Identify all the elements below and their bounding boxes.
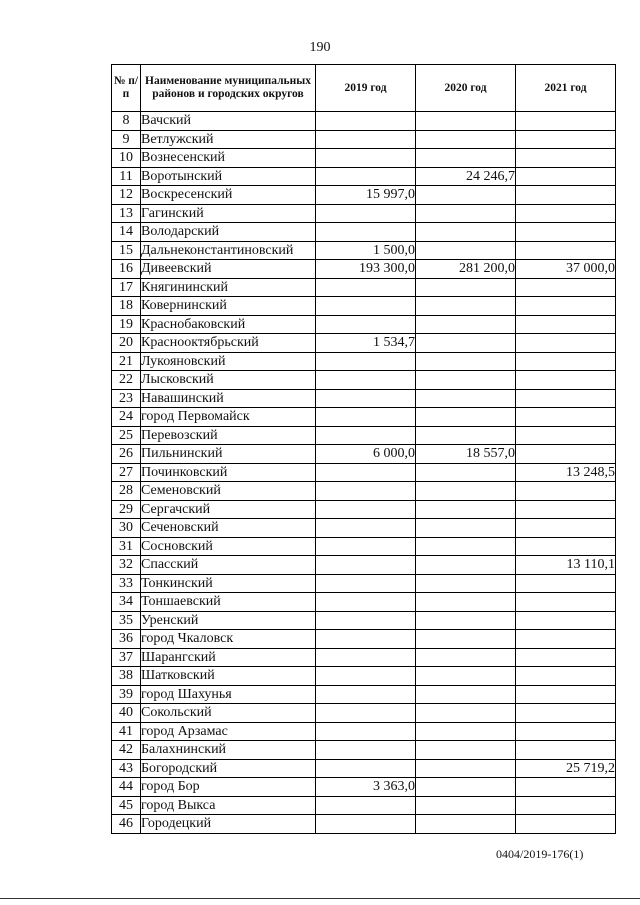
row-2019 bbox=[316, 815, 416, 834]
row-number: 39 bbox=[112, 685, 141, 704]
row-2020 bbox=[416, 297, 516, 316]
header-2021: 2021 год bbox=[516, 65, 616, 112]
row-name: Вачский bbox=[141, 112, 316, 131]
row-2019 bbox=[316, 463, 416, 482]
row-2021 bbox=[516, 204, 616, 223]
row-2021 bbox=[516, 648, 616, 667]
row-number: 46 bbox=[112, 815, 141, 834]
row-2019 bbox=[316, 741, 416, 760]
table-row bbox=[112, 241, 616, 260]
table-row bbox=[112, 426, 616, 445]
page-number: 190 bbox=[309, 40, 331, 55]
row-2019 bbox=[316, 426, 416, 445]
row-2020 bbox=[416, 630, 516, 649]
row-name: Городецкий bbox=[141, 815, 316, 834]
row-number: 19 bbox=[112, 315, 141, 334]
row-2019 bbox=[316, 704, 416, 723]
row-name: Гагинский bbox=[141, 204, 316, 223]
table-row bbox=[112, 408, 616, 427]
table-row bbox=[112, 685, 616, 704]
row-number: 24 bbox=[112, 408, 141, 427]
row-number: 26 bbox=[112, 445, 141, 464]
row-number: 18 bbox=[112, 297, 141, 316]
row-name: Лукояновский bbox=[141, 352, 316, 371]
row-2020: 18 557,0 bbox=[416, 445, 516, 464]
row-number: 21 bbox=[112, 352, 141, 371]
row-2019 bbox=[316, 278, 416, 297]
row-2019 bbox=[316, 611, 416, 630]
row-2021 bbox=[516, 778, 616, 797]
row-2019: 6 000,0 bbox=[316, 445, 416, 464]
row-2019 bbox=[316, 352, 416, 371]
row-2019: 3 363,0 bbox=[316, 778, 416, 797]
row-2021 bbox=[516, 815, 616, 834]
row-name: Ветлужский bbox=[141, 130, 316, 149]
table-row bbox=[112, 389, 616, 408]
row-name: Володарский bbox=[141, 223, 316, 242]
row-2019 bbox=[316, 667, 416, 686]
row-name: Ковернинский bbox=[141, 297, 316, 316]
row-2020 bbox=[416, 685, 516, 704]
table-row bbox=[112, 130, 616, 149]
row-2020 bbox=[416, 352, 516, 371]
row-2020 bbox=[416, 112, 516, 131]
row-name: Сеченовский bbox=[141, 519, 316, 538]
row-2020 bbox=[416, 648, 516, 667]
row-2019 bbox=[316, 149, 416, 168]
table-row bbox=[112, 297, 616, 316]
table-row bbox=[112, 500, 616, 519]
row-2020: 24 246,7 bbox=[416, 167, 516, 186]
row-2020 bbox=[416, 389, 516, 408]
row-number: 10 bbox=[112, 149, 141, 168]
row-number: 30 bbox=[112, 519, 141, 538]
row-number: 11 bbox=[112, 167, 141, 186]
row-2021 bbox=[516, 500, 616, 519]
row-2019: 1 500,0 bbox=[316, 241, 416, 260]
row-2020 bbox=[416, 482, 516, 501]
row-2020 bbox=[416, 611, 516, 630]
row-number: 9 bbox=[112, 130, 141, 149]
row-2019 bbox=[316, 389, 416, 408]
row-name: Дальнеконстантиновский bbox=[141, 241, 316, 260]
row-2019 bbox=[316, 408, 416, 427]
table-row bbox=[112, 537, 616, 556]
row-name: город Выкса bbox=[141, 796, 316, 815]
row-2021 bbox=[516, 611, 616, 630]
row-2021 bbox=[516, 704, 616, 723]
row-2019 bbox=[316, 500, 416, 519]
row-2021 bbox=[516, 482, 616, 501]
row-2020 bbox=[416, 519, 516, 538]
table-row bbox=[112, 167, 616, 186]
table-header-row bbox=[112, 65, 616, 112]
row-number: 34 bbox=[112, 593, 141, 612]
table-row bbox=[112, 519, 616, 538]
row-2021 bbox=[516, 278, 616, 297]
row-2021 bbox=[516, 722, 616, 741]
row-2021 bbox=[516, 519, 616, 538]
row-2021: 37 000,0 bbox=[516, 260, 616, 279]
row-2019 bbox=[316, 315, 416, 334]
row-2019 bbox=[316, 648, 416, 667]
row-number: 29 bbox=[112, 500, 141, 519]
row-2020 bbox=[416, 796, 516, 815]
row-name: Навашинский bbox=[141, 389, 316, 408]
row-name: город Бор bbox=[141, 778, 316, 797]
table-row bbox=[112, 815, 616, 834]
row-2020 bbox=[416, 463, 516, 482]
row-name: Балахнинский bbox=[141, 741, 316, 760]
row-2020 bbox=[416, 815, 516, 834]
row-name: Шарангский bbox=[141, 648, 316, 667]
row-2019 bbox=[316, 630, 416, 649]
table-row bbox=[112, 223, 616, 242]
row-number: 17 bbox=[112, 278, 141, 297]
row-2021: 13 110,1 bbox=[516, 556, 616, 575]
row-number: 16 bbox=[112, 260, 141, 279]
table-row bbox=[112, 630, 616, 649]
row-number: 25 bbox=[112, 426, 141, 445]
row-2019 bbox=[316, 297, 416, 316]
budget-table bbox=[111, 64, 616, 834]
row-2021 bbox=[516, 334, 616, 353]
row-name: Уренский bbox=[141, 611, 316, 630]
row-2021 bbox=[516, 352, 616, 371]
row-number: 45 bbox=[112, 796, 141, 815]
header-2019: 2019 год bbox=[316, 65, 416, 112]
row-2019 bbox=[316, 167, 416, 186]
row-number: 28 bbox=[112, 482, 141, 501]
row-2019 bbox=[316, 574, 416, 593]
row-number: 15 bbox=[112, 241, 141, 260]
row-2021 bbox=[516, 445, 616, 464]
row-2021 bbox=[516, 537, 616, 556]
table-row bbox=[112, 186, 616, 205]
table-body bbox=[112, 112, 616, 834]
row-2020 bbox=[416, 722, 516, 741]
table-row bbox=[112, 611, 616, 630]
row-2020 bbox=[416, 537, 516, 556]
row-number: 20 bbox=[112, 334, 141, 353]
row-2021 bbox=[516, 630, 616, 649]
row-2019 bbox=[316, 796, 416, 815]
row-2021 bbox=[516, 241, 616, 260]
row-name: Дивеевский bbox=[141, 260, 316, 279]
table-row bbox=[112, 722, 616, 741]
row-2021 bbox=[516, 389, 616, 408]
row-name: Лысковский bbox=[141, 371, 316, 390]
table-row bbox=[112, 112, 616, 131]
row-2021 bbox=[516, 685, 616, 704]
row-2020 bbox=[416, 759, 516, 778]
row-2020 bbox=[416, 186, 516, 205]
row-name: Сокольский bbox=[141, 704, 316, 723]
row-2021 bbox=[516, 796, 616, 815]
document-code: 0404/2019-176(1) bbox=[496, 847, 584, 861]
row-name: Княгининский bbox=[141, 278, 316, 297]
row-name: Воскресенский bbox=[141, 186, 316, 205]
row-2021 bbox=[516, 593, 616, 612]
table-row bbox=[112, 482, 616, 501]
table-row bbox=[112, 741, 616, 760]
row-2020 bbox=[416, 315, 516, 334]
row-2020 bbox=[416, 241, 516, 260]
table-row bbox=[112, 778, 616, 797]
row-2021 bbox=[516, 186, 616, 205]
row-number: 22 bbox=[112, 371, 141, 390]
row-2020 bbox=[416, 704, 516, 723]
row-2020 bbox=[416, 371, 516, 390]
row-2019 bbox=[316, 593, 416, 612]
row-number: 27 bbox=[112, 463, 141, 482]
table-row bbox=[112, 204, 616, 223]
row-number: 38 bbox=[112, 667, 141, 686]
row-2021 bbox=[516, 223, 616, 242]
row-name: Тоншаевский bbox=[141, 593, 316, 612]
row-2021: 25 719,2 bbox=[516, 759, 616, 778]
row-number: 40 bbox=[112, 704, 141, 723]
row-name: Воротынский bbox=[141, 167, 316, 186]
row-2019 bbox=[316, 685, 416, 704]
row-name: Шатковский bbox=[141, 667, 316, 686]
row-2019 bbox=[316, 759, 416, 778]
table-row bbox=[112, 593, 616, 612]
row-2020 bbox=[416, 426, 516, 445]
row-2021 bbox=[516, 574, 616, 593]
row-2019 bbox=[316, 130, 416, 149]
row-2020 bbox=[416, 593, 516, 612]
table-row bbox=[112, 667, 616, 686]
row-2020 bbox=[416, 278, 516, 297]
table-row bbox=[112, 149, 616, 168]
row-number: 33 bbox=[112, 574, 141, 593]
row-2019 bbox=[316, 482, 416, 501]
row-number: 43 bbox=[112, 759, 141, 778]
row-2019 bbox=[316, 204, 416, 223]
row-2019 bbox=[316, 112, 416, 131]
table-row bbox=[112, 556, 616, 575]
row-number: 44 bbox=[112, 778, 141, 797]
row-2019 bbox=[316, 556, 416, 575]
row-2020 bbox=[416, 334, 516, 353]
table-row bbox=[112, 463, 616, 482]
row-2019 bbox=[316, 223, 416, 242]
row-2021 bbox=[516, 371, 616, 390]
table-row bbox=[112, 648, 616, 667]
row-number: 36 bbox=[112, 630, 141, 649]
header-name: Наименование муниципальных районов и городских округов bbox=[141, 65, 316, 112]
row-2019: 1 534,7 bbox=[316, 334, 416, 353]
table-row bbox=[112, 759, 616, 778]
row-2021 bbox=[516, 167, 616, 186]
row-name: город Арзамас bbox=[141, 722, 316, 741]
table-row bbox=[112, 371, 616, 390]
row-name: город Чкаловск bbox=[141, 630, 316, 649]
row-name: Богородский bbox=[141, 759, 316, 778]
row-2020 bbox=[416, 741, 516, 760]
row-number: 41 bbox=[112, 722, 141, 741]
row-2021 bbox=[516, 315, 616, 334]
row-name: Семеновский bbox=[141, 482, 316, 501]
table-row bbox=[112, 260, 616, 279]
row-2019: 193 300,0 bbox=[316, 260, 416, 279]
row-name: Починковский bbox=[141, 463, 316, 482]
row-2020 bbox=[416, 556, 516, 575]
row-2021 bbox=[516, 741, 616, 760]
row-2021 bbox=[516, 667, 616, 686]
row-number: 31 bbox=[112, 537, 141, 556]
row-name: Краснооктябрьский bbox=[141, 334, 316, 353]
row-2021 bbox=[516, 149, 616, 168]
row-2021 bbox=[516, 297, 616, 316]
row-2021 bbox=[516, 130, 616, 149]
row-2020 bbox=[416, 500, 516, 519]
row-2021 bbox=[516, 408, 616, 427]
row-number: 42 bbox=[112, 741, 141, 760]
table-row bbox=[112, 445, 616, 464]
row-number: 32 bbox=[112, 556, 141, 575]
row-name: город Шахунья bbox=[141, 685, 316, 704]
bottom-rule bbox=[0, 898, 640, 899]
row-2020 bbox=[416, 778, 516, 797]
row-name: Пильнинский bbox=[141, 445, 316, 464]
row-2020 bbox=[416, 204, 516, 223]
row-2020 bbox=[416, 667, 516, 686]
row-2021: 13 248,5 bbox=[516, 463, 616, 482]
row-2020: 281 200,0 bbox=[416, 260, 516, 279]
row-number: 37 bbox=[112, 648, 141, 667]
row-2021 bbox=[516, 426, 616, 445]
header-2020: 2020 год bbox=[416, 65, 516, 112]
row-2019: 15 997,0 bbox=[316, 186, 416, 205]
row-number: 13 bbox=[112, 204, 141, 223]
row-name: Сосновский bbox=[141, 537, 316, 556]
row-2021 bbox=[516, 112, 616, 131]
row-name: Спасский bbox=[141, 556, 316, 575]
row-name: Сергачский bbox=[141, 500, 316, 519]
row-number: 12 bbox=[112, 186, 141, 205]
row-2019 bbox=[316, 722, 416, 741]
table-row bbox=[112, 352, 616, 371]
row-number: 8 bbox=[112, 112, 141, 131]
row-2020 bbox=[416, 223, 516, 242]
row-name: Перевозский bbox=[141, 426, 316, 445]
row-name: город Первомайск bbox=[141, 408, 316, 427]
row-name: Вознесенский bbox=[141, 149, 316, 168]
table-row bbox=[112, 704, 616, 723]
table-row bbox=[112, 796, 616, 815]
row-name: Краснобаковский bbox=[141, 315, 316, 334]
row-2020 bbox=[416, 130, 516, 149]
table-row bbox=[112, 278, 616, 297]
row-number: 23 bbox=[112, 389, 141, 408]
table-row bbox=[112, 315, 616, 334]
row-2019 bbox=[316, 537, 416, 556]
row-2020 bbox=[416, 574, 516, 593]
header-num: № п/п bbox=[112, 65, 141, 112]
row-2019 bbox=[316, 519, 416, 538]
row-number: 35 bbox=[112, 611, 141, 630]
table-row bbox=[112, 334, 616, 353]
row-2019 bbox=[316, 371, 416, 390]
row-2020 bbox=[416, 149, 516, 168]
row-2020 bbox=[416, 408, 516, 427]
row-number: 14 bbox=[112, 223, 141, 242]
table-row bbox=[112, 574, 616, 593]
row-name: Тонкинский bbox=[141, 574, 316, 593]
